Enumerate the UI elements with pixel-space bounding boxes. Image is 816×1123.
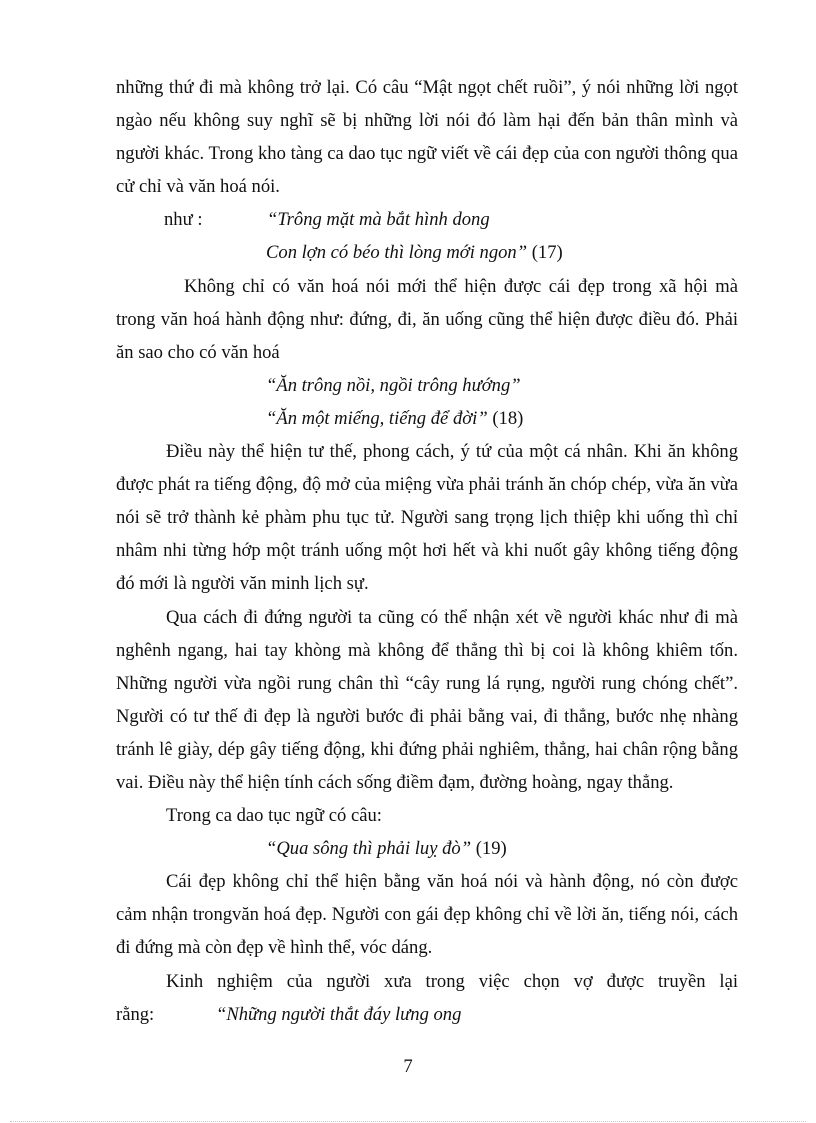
paragraph-3: Điều này thể hiện tư thế, phong cách, ý tứ của một cá nhân. Khi ăn không được phát ra tiếng động, độ mở của miệng vừa phải tránh ăn chóp chép, vừa ăn vừa nói sẽ trở thành kẻ phàm phu tục tử. Người sang trọng lịch thiệp khi uống thì chỉ nhâm nhi từng hớp một tránh uống một hơi hết và khi nuốt gây không tiếng động đó mới là người văn minh lịch sự. — [116, 441, 738, 595]
verse-20-text-1: “Những người thắt đáy lưng ong — [216, 1003, 462, 1025]
paragraph-1: những thứ đi mà không trở lại. Có câu “Mật ngọt chết ruồi”, ý nói những lời ngọt ngào nếu không suy nghĩ sẽ bị những lời nói đó làm hại đến bản thân mình và người khác. Trong kho tàng ca dao tục ngữ viết về cái đẹp của con người thông qua cử chỉ và văn hoá nói. — [116, 77, 738, 198]
verse-18-text-1: “Ăn trông nồi, ngồi trông hướng” — [266, 374, 521, 396]
paragraph-5: Trong ca dao tục ngữ có câu: — [166, 805, 382, 827]
verse-17-line-2 — [116, 236, 738, 269]
verse-18-line-1 — [116, 369, 738, 402]
page-number: 7 — [403, 1056, 413, 1077]
verse-17-lead: như : — [164, 209, 203, 231]
verse-18-ref: (18) — [492, 407, 524, 429]
paragraph-2: Không chỉ có văn hoá nói mới thể hiện được cái đẹp trong xã hội mà trong văn hoá hành động như: đứng, đi, ăn uống cũng thể hiện được điều đó. Phải ăn sao cho có văn hoá — [116, 275, 738, 363]
verse-19-line-1 — [116, 832, 738, 865]
verse-18-line-2 — [116, 402, 738, 435]
verse-17-ref: (17) — [531, 242, 563, 264]
verse-18-text-2: “Ăn một miếng, tiếng để đời” — [266, 407, 488, 429]
paragraph-6: Cái đẹp không chỉ thể hiện bằng văn hoá nói và hành động, nó còn được cảm nhận trongvăn hoá đẹp. Người con gái đẹp không chỉ về lời ăn, tiếng nói, cách đi đứng mà còn đẹp về hình thể, vóc dáng. — [116, 871, 738, 959]
verse-17-line-1 — [116, 203, 738, 236]
paragraph-4: Qua cách đi đứng người ta cũng có thể nhận xét về người khác như đi mà nghênh ngang, hai tay khòng mà không để thẳng thì bị coi là không khiêm tốn. Những người vừa ngồi rung chân thì “cây rung lá rụng, người rung chóng chết”. Người có tư thế đi đẹp là người bước đi phải bằng vai, đi thẳng, bước nhẹ nhàng tránh lê giày, dép gây tiếng động, khi đứng phải nghiêm, thẳng, hai chân rộng bằng vai. Điều này thể hiện tính cách sống điềm đạm, đường hoàng, ngay thẳng. — [116, 606, 738, 793]
page-bottom-rule — [10, 1121, 806, 1122]
paragraph-7: Kinh nghiệm của người xưa trong việc chọn vợ được truyền lại — [166, 970, 738, 992]
verse-19-ref: (19) — [475, 838, 507, 860]
verse-20-lead: rằng: — [116, 1003, 155, 1025]
verse-17-text-1: “Trông mặt mà bắt hình dong — [267, 209, 490, 231]
verse-17-text-2: Con lợn có béo thì lòng mới ngon” — [266, 242, 528, 264]
body-text — [116, 71, 738, 1031]
verse-20-line-1 — [116, 998, 738, 1031]
verse-19-text-1: “Qua sông thì phải luỵ đò” — [266, 838, 472, 860]
